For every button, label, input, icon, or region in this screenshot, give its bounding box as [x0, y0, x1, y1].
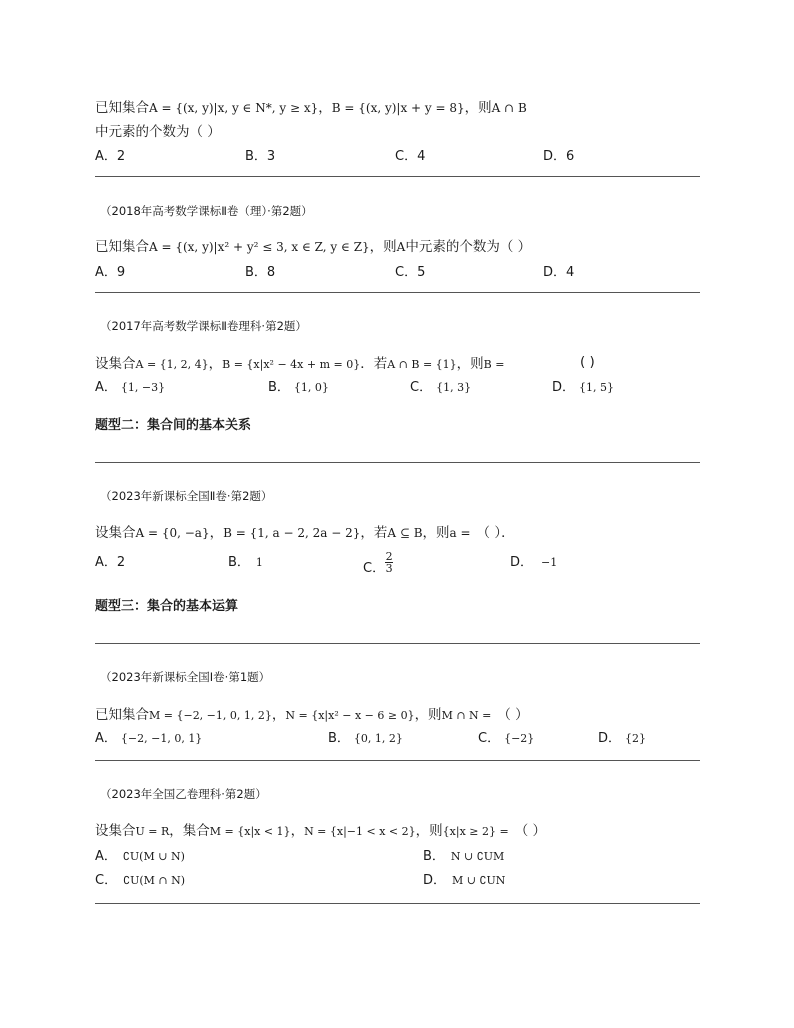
q5-stem: 已知集合M = {−2, −1, 0, 1, 2}，N = {x|x² − x − 6 ≥ 0}，则M ∩ N = （ ）: [95, 707, 529, 723]
q3-stem: 设集合A = {1, 2, 4}，B = {x|x² − 4x + m = 0}．若A ∩ B = {1}，则B =: [95, 356, 505, 372]
fraction: $\frac{2}{3}$: [385, 550, 393, 575]
q3-source: （2017年高考数学课标Ⅱ卷理科·第2题）: [100, 319, 307, 333]
q2-option-d[interactable]: D．4: [543, 265, 575, 280]
q2-stem: 已知集合A = {(x, y)|x² + y² ≤ 3, x ∈ Z, y ∈ Z}，则A中元素的个数为（ ）: [95, 239, 532, 255]
q6-option-c[interactable]: C． ∁U(M ∩ N): [95, 873, 186, 888]
q5-option-b[interactable]: B． {0, 1, 2}: [328, 731, 403, 746]
q3-answer-paren: ( ): [580, 354, 595, 370]
q1-stem-line2: 中元素的个数为（ ）: [95, 124, 221, 140]
q6-option-a[interactable]: A． ∁U(M ∪ N): [95, 849, 185, 864]
q1-option-d[interactable]: D．6: [543, 149, 575, 164]
q3-option-b[interactable]: B． {1, 0}: [268, 380, 329, 395]
divider: [95, 462, 700, 463]
section-heading: 题型三：集合的基本运算: [95, 599, 239, 614]
q2-option-c[interactable]: C．5: [395, 265, 426, 280]
q1-option-a[interactable]: A．2: [95, 149, 126, 164]
q2-option-a[interactable]: A．9: [95, 265, 126, 280]
q3-option-d[interactable]: D． {1, 5}: [552, 380, 615, 395]
q5-source: （2023年新课标全国Ⅰ卷·第1题）: [100, 670, 271, 684]
divider: [95, 903, 700, 904]
q1-option-b[interactable]: B．3: [245, 149, 276, 164]
q6-source: （2023年全国乙卷理科·第2题）: [100, 787, 267, 801]
q1-set-b: B = {(x, y)|x + y = 8}: [331, 101, 465, 115]
section-heading: 题型二：集合间的基本关系: [95, 418, 252, 433]
q4-option-c[interactable]: C． $\frac{2}{3}$: [363, 550, 393, 576]
q3-option-a[interactable]: A． {1, −3}: [95, 380, 166, 395]
q6-option-b[interactable]: B． N ∪ ∁UM: [423, 849, 505, 864]
q4-option-a[interactable]: A．2: [95, 555, 126, 570]
q6-option-d[interactable]: D． M ∪ ∁UN: [423, 873, 506, 888]
q5-option-d[interactable]: D． {2}: [598, 731, 647, 746]
q5-option-a[interactable]: A． {−2, −1, 0, 1}: [95, 731, 203, 746]
q5-option-c[interactable]: C． {−2}: [478, 731, 535, 746]
q2-option-b[interactable]: B．8: [245, 265, 276, 280]
q1-stem: 已知集合A = {(x, y)|x, y ∈ N*, y ≥ x}，B = {(x, y)|x + y = 8}，则A ∩ B: [95, 100, 527, 116]
divider: [95, 176, 700, 177]
q2-set-a: A = {(x, y)|x² + y² ≤ 3, x ∈ Z, y ∈ Z}: [149, 240, 370, 254]
q6-stem: 设集合U = R，集合M = {x|x < 1}，N = {x|−1 < x < 2}，则{x|x ≥ 2} = （ ）: [95, 823, 546, 839]
divider: [95, 292, 700, 293]
divider: [95, 643, 700, 644]
q1-option-c[interactable]: C．4: [395, 149, 426, 164]
q1-set-a: A = {(x, y)|x, y ∈ N*, y ≥ x}: [149, 101, 319, 115]
q2-source: （2018年高考数学课标Ⅱ卷（理）·第2题）: [100, 204, 313, 218]
q4-option-b[interactable]: B． 1: [228, 555, 263, 570]
q3-option-c[interactable]: C． {1, 3}: [410, 380, 472, 395]
q4-source: （2023年新课标全国Ⅱ卷·第2题）: [100, 489, 273, 503]
q4-stem: 设集合A = {0, −a}，B = {1, a − 2, 2a − 2}，若A ⊆ B，则a = （ ）．: [95, 525, 515, 541]
q4-option-d[interactable]: D． −1: [510, 555, 558, 570]
divider: [95, 760, 700, 761]
